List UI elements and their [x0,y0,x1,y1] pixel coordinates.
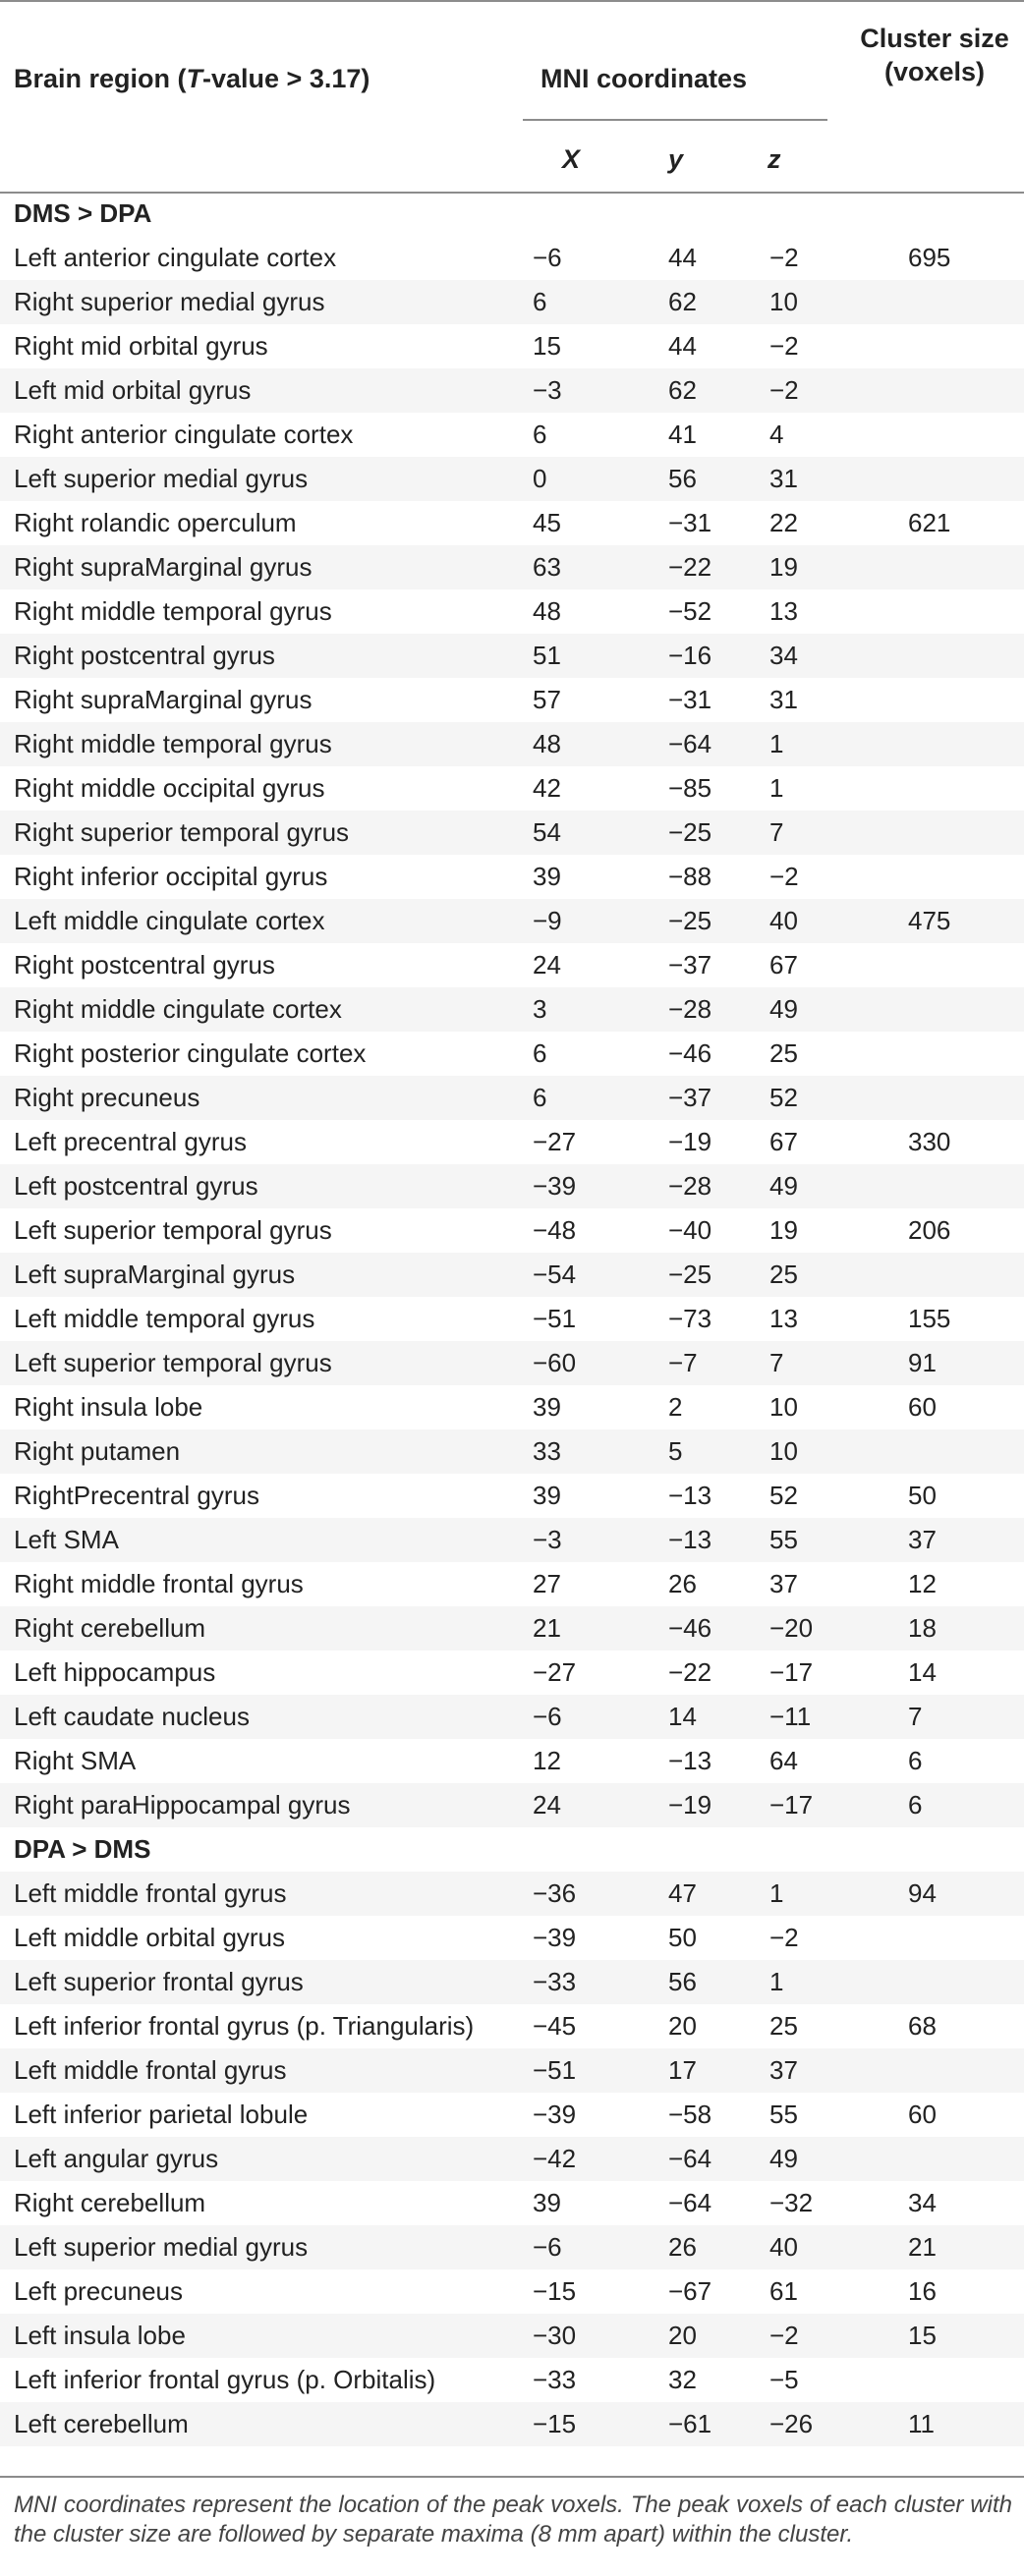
cell-y: −25 [668,817,712,847]
cell-cluster-size: 50 [908,1481,937,1510]
cell-x: −3 [533,375,562,405]
cell-y: −46 [668,1038,712,1068]
table-row [0,324,1024,368]
cell-y: −61 [668,2409,712,2438]
cell-y: −73 [668,1304,712,1333]
table-row [0,1651,1024,1695]
cell-brain-region: Right middle occipital gyrus [14,773,325,803]
cell-brain-region: Left superior temporal gyrus [14,1215,332,1245]
cell-x: 3 [533,994,547,1024]
table-row [0,280,1024,324]
cell-y: −13 [668,1525,712,1554]
cell-z: 1 [769,729,784,758]
cell-cluster-size: 94 [908,1878,937,1908]
cell-z: 49 [769,1171,798,1201]
cell-brain-region: Right insula lobe [14,1392,203,1422]
cell-z: −11 [769,1702,812,1731]
cell-brain-region: Right supraMarginal gyrus [14,685,313,714]
cell-x: −60 [533,1348,577,1377]
table-row [0,722,1024,766]
table-row [0,678,1024,722]
table-footnote: MNI coordinates represent the location of the peak voxels. The peak voxels of each cluster with the cluster size are followed by separate maxima (8 mm apart) within the cluster. [14,2492,1012,2548]
cell-y: 26 [668,2232,697,2262]
cell-y: −16 [668,641,712,670]
cell-z: 25 [769,2011,798,2041]
cell-z: 22 [769,508,798,537]
header-z-label: z [768,144,781,174]
table-row [0,634,1024,678]
cell-cluster-size: 155 [908,1304,951,1333]
cell-cluster-size: 18 [908,1613,937,1643]
cell-z: −20 [769,1613,814,1643]
cell-x: −36 [533,1878,577,1908]
cell-brain-region: Left middle orbital gyrus [14,1923,286,1952]
cell-x: 6 [533,1038,547,1068]
cell-y: −46 [668,1613,712,1643]
table-row [0,457,1024,501]
cell-cluster-size: 15 [908,2321,937,2350]
table-row [0,811,1024,855]
cell-x: −54 [533,1260,577,1289]
cell-cluster-size: 621 [908,508,951,537]
cell-cluster-size: 34 [908,2188,937,2217]
cell-z: 19 [769,552,798,582]
cell-brain-region: Right superior medial gyrus [14,287,325,316]
cell-x: 15 [533,331,561,361]
cell-brain-region: Right rolandic operculum [14,508,297,537]
cell-x: −39 [533,2100,577,2129]
table-row [0,501,1024,545]
cell-x: 39 [533,862,561,891]
cell-x: −15 [533,2409,577,2438]
cell-brain-region: Left cerebellum [14,2409,189,2438]
cell-cluster-size: 21 [908,2232,937,2262]
table-row [0,1341,1024,1385]
header-z [768,142,781,176]
cell-z: 49 [769,2144,798,2173]
cell-z: −2 [769,1923,799,1952]
cell-brain-region: Left hippocampus [14,1657,216,1687]
section-label: DPA > DMS [14,1834,151,1864]
cell-brain-region: Left inferior parietal lobule [14,2100,309,2129]
cell-x: 12 [533,1746,561,1775]
cell-y: 44 [668,243,697,272]
mni-underline-rule [523,119,827,121]
table-row [0,1783,1024,1827]
cell-cluster-size: 330 [908,1127,951,1156]
cell-brain-region: Left middle frontal gyrus [14,1878,287,1908]
table-row [0,2093,1024,2137]
cell-cluster-size: 11 [908,2409,935,2438]
cell-brain-region: Left precuneus [14,2276,184,2306]
table-top-rule [0,0,1024,2]
cell-z: 13 [769,596,798,626]
cell-y: 56 [668,1967,697,1996]
cell-brain-region: Left inferior frontal gyrus (p. Triangularis) [14,2011,475,2041]
cell-y: −31 [668,685,712,714]
cell-cluster-size: 206 [908,1215,951,1245]
cell-z: −2 [769,243,799,272]
cell-y: −37 [668,1083,712,1112]
cell-x: −33 [533,2365,577,2394]
cell-y: −7 [668,1348,698,1377]
cell-z: 55 [769,2100,798,2129]
cell-brain-region: Left insula lobe [14,2321,186,2350]
cell-cluster-size: 91 [908,1348,937,1377]
cell-z: 34 [769,641,798,670]
cell-z: −2 [769,331,799,361]
cell-brain-region: Left supraMarginal gyrus [14,1260,296,1289]
cell-z: −2 [769,2321,799,2350]
section-label: DMS > DPA [14,198,152,228]
cell-brain-region: Left postcentral gyrus [14,1171,258,1201]
cell-brain-region: Right putamen [14,1436,181,1466]
cell-y: 26 [668,1569,697,1598]
header-y-label: y [668,144,684,174]
table-row [0,413,1024,457]
table-row [0,1164,1024,1208]
cell-y: 47 [668,1878,697,1908]
cell-brain-region: Right posterior cingulate cortex [14,1038,367,1068]
header-y [668,142,683,176]
table-body [0,192,1024,2446]
cell-x: 6 [533,287,547,316]
cell-y: −19 [668,1790,712,1820]
cell-y: −25 [668,1260,712,1289]
cell-z: 37 [769,1569,798,1598]
cell-x: −51 [533,2055,577,2085]
cell-y: 62 [668,375,697,405]
cell-brain-region: Right postcentral gyrus [14,950,275,980]
table-row [0,545,1024,589]
cell-y: −88 [668,862,712,891]
cell-brain-region: Left middle frontal gyrus [14,2055,287,2085]
cell-brain-region: Right paraHippocampal gyrus [14,1790,351,1820]
cell-y: 20 [668,2011,697,2041]
cell-cluster-size: 14 [908,1657,937,1687]
cell-z: 49 [769,994,798,1024]
cell-z: −2 [769,862,799,891]
table-row [0,1960,1024,2004]
cell-z: −5 [769,2365,799,2394]
cell-x: −39 [533,1171,577,1201]
table-row [0,368,1024,413]
cell-brain-region: Left SMA [14,1525,119,1554]
cell-y: 17 [668,2055,697,2085]
cell-z: 10 [769,1436,798,1466]
cell-brain-region: Left superior medial gyrus [14,464,309,493]
cell-cluster-size: 695 [908,243,951,272]
cell-brain-region: Right cerebellum [14,1613,206,1643]
cell-x: −27 [533,1657,577,1687]
table-row [0,2358,1024,2402]
cell-x: 33 [533,1436,561,1466]
cell-y: 62 [668,287,697,316]
table-row [0,1429,1024,1474]
cell-z: 64 [769,1746,798,1775]
cell-cluster-size: 37 [908,1525,937,1554]
table-row [0,855,1024,899]
header-mni-coordinates: MNI coordinates [540,64,748,93]
cell-y: 50 [668,1923,697,1952]
table-row [0,2314,1024,2358]
cell-y: −64 [668,2144,712,2173]
cell-x: −33 [533,1967,577,1996]
cell-y: −85 [668,773,712,803]
table-row [0,236,1024,280]
cell-z: 13 [769,1304,798,1333]
cell-y: −28 [668,994,712,1024]
cell-z: 10 [769,1392,798,1422]
cell-brain-region: Right precuneus [14,1083,200,1112]
cell-z: −17 [769,1790,814,1820]
cell-brain-region: Left anterior cingulate cortex [14,243,337,272]
cell-brain-region: Left superior medial gyrus [14,2232,309,2262]
cell-x: −42 [533,2144,577,2173]
cell-y: −13 [668,1746,712,1775]
cell-x: 39 [533,2188,561,2217]
cell-x: −30 [533,2321,577,2350]
cell-brain-region: Right middle cingulate cortex [14,994,342,1024]
cell-x: −15 [533,2276,577,2306]
cell-y: 56 [668,464,697,493]
cell-y: 32 [668,2365,697,2394]
header-cluster-size [851,22,1018,88]
table-row [0,766,1024,811]
cell-brain-region: Left angular gyrus [14,2144,219,2173]
table-row [0,1916,1024,1960]
cell-x: −6 [533,2232,562,2262]
cell-x: −45 [533,2011,577,2041]
cell-x: 42 [533,773,561,803]
cell-brain-region: Right supraMarginal gyrus [14,552,313,582]
cell-y: −52 [668,596,712,626]
cell-x: −27 [533,1127,577,1156]
cell-y: 20 [668,2321,697,2350]
cell-x: 0 [533,464,547,493]
table-row [0,899,1024,943]
table-row [0,1562,1024,1606]
cell-y: −37 [668,950,712,980]
table-row [0,1695,1024,1739]
table-row [0,2048,1024,2093]
cell-y: −64 [668,2188,712,2217]
cell-cluster-size: 6 [908,1790,923,1820]
table-row [0,1474,1024,1518]
table-row [0,987,1024,1032]
cell-x: 48 [533,596,561,626]
cell-z: 19 [769,1215,798,1245]
cell-y: 41 [668,420,697,449]
header-brain-region-prefix: Brain region ( [14,64,187,93]
cell-brain-region: RightPrecentral gyrus [14,1481,259,1510]
table-row [0,1739,1024,1783]
cell-z: −26 [769,2409,814,2438]
cell-x: 57 [533,685,561,714]
cell-z: 10 [769,287,798,316]
cell-z: 31 [769,464,798,493]
cell-x: 27 [533,1569,561,1598]
cell-z: 40 [769,906,798,935]
table-row [0,589,1024,634]
cell-z: 67 [769,950,798,980]
table-row [0,943,1024,987]
cell-z: 52 [769,1481,798,1510]
cell-y: −22 [668,552,712,582]
header-cluster-size-line1: Cluster size [860,24,1009,53]
cell-brain-region: Right mid orbital gyrus [14,331,268,361]
table-row [0,2269,1024,2314]
cell-y: 5 [668,1436,683,1466]
cell-y: −28 [668,1171,712,1201]
table-row [0,1120,1024,1164]
cell-x: −9 [533,906,562,935]
cell-z: −32 [769,2188,814,2217]
cell-brain-region: Left superior frontal gyrus [14,1967,304,1996]
table-row [0,2402,1024,2446]
cell-y: 14 [668,1702,697,1731]
cell-brain-region: Right anterior cingulate cortex [14,420,354,449]
cell-z: 7 [769,817,784,847]
cell-x: 45 [533,508,561,537]
cell-brain-region: Right superior temporal gyrus [14,817,350,847]
cell-brain-region: Right middle temporal gyrus [14,596,332,626]
cell-z: 4 [769,420,784,449]
cell-cluster-size: 16 [908,2276,937,2306]
cell-z: 1 [769,1878,784,1908]
cell-brain-region: Right SMA [14,1746,137,1775]
cell-brain-region: Right cerebellum [14,2188,206,2217]
cell-z: 52 [769,1083,798,1112]
cell-z: 1 [769,1967,784,1996]
cell-cluster-size: 60 [908,2100,937,2129]
header-brain-region [14,62,370,95]
table-row [0,1208,1024,1253]
table-row [0,2181,1024,2225]
cell-x: −48 [533,1215,577,1245]
cell-z: 67 [769,1127,798,1156]
table-row [0,1518,1024,1562]
table-row [0,2137,1024,2181]
table-row [0,2225,1024,2269]
cell-y: −64 [668,729,712,758]
cell-z: 61 [769,2276,798,2306]
cell-x: 6 [533,1083,547,1112]
cell-brain-region: Right inferior occipital gyrus [14,862,328,891]
cell-z: 40 [769,2232,798,2262]
cell-x: 24 [533,1790,561,1820]
cell-cluster-size: 60 [908,1392,937,1422]
cell-x: −3 [533,1525,562,1554]
cell-y: −25 [668,906,712,935]
cell-brain-region: Left caudate nucleus [14,1702,250,1731]
cell-z: 25 [769,1260,798,1289]
cell-cluster-size: 68 [908,2011,937,2041]
cell-brain-region: Left superior temporal gyrus [14,1348,332,1377]
header-x [562,142,580,176]
cell-brain-region: Right middle frontal gyrus [14,1569,304,1598]
header-brain-region-t: T [186,64,203,93]
cell-y: −22 [668,1657,712,1687]
cell-x: 21 [533,1613,561,1643]
cell-z: −2 [769,375,799,405]
cell-x: 51 [533,641,561,670]
cell-y: −19 [668,1127,712,1156]
cell-cluster-size: 475 [908,906,951,935]
table-row [0,1385,1024,1429]
table-row [0,1606,1024,1651]
cell-y: 2 [668,1392,683,1422]
cell-z: 31 [769,685,798,714]
cell-y: −40 [668,1215,712,1245]
cell-brain-region: Left inferior frontal gyrus (p. Orbitalis) [14,2365,436,2394]
cell-x: 6 [533,420,547,449]
header-cluster-size-line2: (voxels) [883,57,986,86]
cell-brain-region: Right middle temporal gyrus [14,729,332,758]
cell-y: −67 [668,2276,712,2306]
cell-x: 63 [533,552,561,582]
cell-z: 7 [769,1348,784,1377]
cell-x: 39 [533,1392,561,1422]
cell-x: 54 [533,817,561,847]
table-row [0,1076,1024,1120]
cell-y: 44 [668,331,697,361]
cell-x: −39 [533,1923,577,1952]
cell-brain-region: Right postcentral gyrus [14,641,275,670]
section-header-row [0,1827,1024,1872]
cell-z: −17 [769,1657,814,1687]
table-row [0,1032,1024,1076]
table-bottom-rule [0,2476,1024,2478]
table-row [0,1253,1024,1297]
cell-z: 25 [769,1038,798,1068]
cell-brain-region: Left precentral gyrus [14,1127,248,1156]
cell-y: −31 [668,508,712,537]
cell-z: 37 [769,2055,798,2085]
cell-cluster-size: 7 [908,1702,923,1731]
cell-x: 24 [533,950,561,980]
section-header-row [0,192,1024,236]
cell-brain-region: Left mid orbital gyrus [14,375,252,405]
cell-y: −58 [668,2100,712,2129]
table-row [0,2004,1024,2048]
cell-x: 48 [533,729,561,758]
header-brain-region-suffix: -value > 3.17) [202,64,370,93]
cell-brain-region: Left middle temporal gyrus [14,1304,315,1333]
cell-x: −51 [533,1304,577,1333]
cell-z: 1 [769,773,784,803]
cell-cluster-size: 6 [908,1746,923,1775]
table-row [0,1297,1024,1341]
cell-x: −6 [533,1702,562,1731]
cell-y: −13 [668,1481,712,1510]
cell-brain-region: Left middle cingulate cortex [14,906,325,935]
cell-x: 39 [533,1481,561,1510]
header-x-label: X [562,144,581,174]
cell-x: −6 [533,243,562,272]
cell-z: 55 [769,1525,798,1554]
cell-cluster-size: 12 [908,1569,937,1598]
table-row [0,1872,1024,1916]
